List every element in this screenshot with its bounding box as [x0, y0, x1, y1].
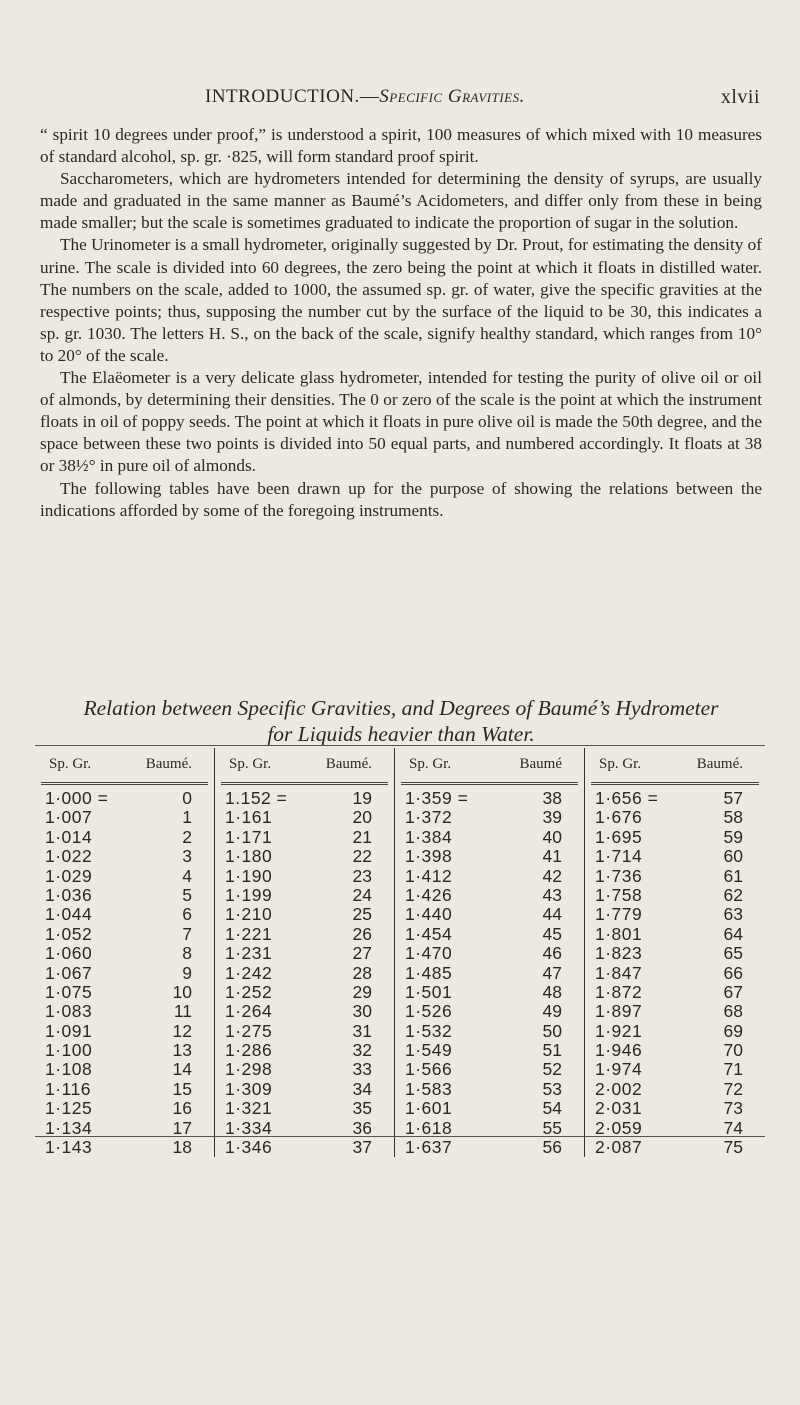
baume-degree-cell: 52 — [542, 1059, 562, 1080]
table-row — [35, 847, 214, 866]
specific-gravity-cell: 1·199 — [225, 884, 273, 905]
baume-degree-cell: 4 — [182, 865, 192, 886]
specific-gravity-cell: 1·583 — [405, 1078, 453, 1099]
specific-gravity-cell: 1·116 — [45, 1078, 91, 1099]
table-row — [585, 944, 765, 963]
baume-degree-cell: 70 — [723, 1040, 743, 1061]
header-baume: Baumé. — [145, 756, 192, 772]
baume-degree-cell: 63 — [723, 904, 743, 925]
caption-line-2: for Liquids heavier than Water. — [267, 722, 535, 746]
header-sp-gr: Sp. Gr. — [599, 756, 642, 772]
baume-degree-cell: 66 — [723, 962, 743, 983]
header-sp-gr: Sp. Gr. — [229, 756, 272, 772]
specific-gravity-cell: 1·298 — [225, 1059, 273, 1080]
specific-gravity-cell: 1·426 — [405, 884, 453, 905]
table-row — [35, 944, 214, 963]
table-row — [395, 964, 584, 983]
specific-gravity-cell: 1·758 — [595, 884, 643, 905]
table-row — [215, 828, 394, 847]
table-row — [395, 1041, 584, 1060]
specific-gravity-cell: 1·921 — [595, 1020, 643, 1041]
baume-degree-cell: 16 — [172, 1098, 192, 1119]
specific-gravity-cell: 1·676 — [595, 807, 643, 828]
baume-degree-cell: 30 — [352, 1001, 372, 1022]
specific-gravity-cell: 1·359 = — [405, 788, 469, 808]
specific-gravity-cell: 1·210 — [225, 904, 273, 925]
table-row — [395, 1002, 584, 1021]
specific-gravity-cell: 1·601 — [405, 1098, 453, 1119]
table-row — [35, 1060, 214, 1079]
specific-gravity-cell: 2·002 — [595, 1078, 643, 1099]
header-sp-gr: Sp. Gr. — [409, 756, 452, 772]
paragraph-proof-spirit: “ spirit 10 degrees under proof,” is understood a spirit, 100 measures of which mixed with 10 measures of standard alcohol, sp. gr. ·825, will form standard proof spirit. — [40, 125, 762, 167]
baume-degree-cell: 45 — [542, 923, 562, 944]
table-row — [395, 905, 584, 924]
table-row — [215, 1041, 394, 1060]
specific-gravity-cell: 1·736 — [595, 865, 643, 886]
table-row — [395, 1060, 584, 1079]
specific-gravity-cell: 1·801 — [595, 923, 643, 944]
baume-degree-cell: 7 — [182, 923, 192, 944]
baume-degree-cell: 41 — [542, 846, 562, 867]
table-row — [215, 983, 394, 1002]
specific-gravity-cell: 1·412 — [405, 865, 453, 886]
table-row — [585, 847, 765, 866]
table-row — [215, 1138, 394, 1157]
table-row — [585, 1080, 765, 1099]
table-row — [215, 964, 394, 983]
specific-gravity-cell: 1·108 — [45, 1059, 93, 1080]
specific-gravity-cell: 1·637 — [405, 1137, 453, 1158]
paragraph-urinometer: The Urinometer is a small hydrometer, originally suggested by Dr. Prout, for estimating the density of urine. The scale is divided into 60 degrees, the zero being the point at which it floats in distilled water. The numbers on the scale, added to 1000, the assumed sp. gr. of water, give the specific gravities at the respective points; thus, supposing the number cut by the surface of the liquid to be 30, this indicates a sp. gr. 1030. The letters H. S., on the back of the scale, signify healthy standard, which ranges from 10° to 20° of the scale. — [40, 235, 762, 365]
specific-gravity-cell: 1·264 — [225, 1001, 273, 1022]
baume-degree-cell: 12 — [172, 1020, 192, 1041]
specific-gravity-cell: 1·714 — [595, 846, 643, 867]
header-baume: Baumé — [519, 756, 562, 772]
column-header — [41, 756, 208, 785]
table-row — [585, 964, 765, 983]
paragraph-elaeometer: The Elaëometer is a very delicate glass hydrometer, intended for testing the purity of olive oil or oil of almonds, by determining their densities. The 0 or zero of the scale is the point at which the instrument floats in oil of poppy seeds. The point at which it floats in pure olive oil is made the 50th degree, and the space between these two points is divided into 50 equal parts, and numbered accordingly. It floats at 38 or 38½° in pure oil of almonds. — [40, 368, 762, 476]
baume-degree-cell: 18 — [172, 1137, 192, 1158]
specific-gravity-cell: 1·275 — [225, 1020, 273, 1041]
specific-gravity-cell: 1·532 — [405, 1020, 453, 1041]
baume-degree-cell: 39 — [542, 807, 562, 828]
table-row — [215, 1080, 394, 1099]
specific-gravity-cell: 1·346 — [225, 1137, 273, 1158]
table-row — [585, 1060, 765, 1079]
baume-degree-cell: 13 — [172, 1040, 192, 1061]
baume-degree-cell: 29 — [352, 981, 372, 1002]
column-rows — [35, 789, 214, 1157]
column-header — [221, 756, 388, 785]
baume-degree-cell: 31 — [352, 1020, 372, 1041]
table-row — [395, 828, 584, 847]
baume-degree-cell: 57 — [723, 788, 743, 808]
table-row — [35, 964, 214, 983]
table-row — [395, 1022, 584, 1041]
baume-degree-cell: 34 — [352, 1078, 372, 1099]
table-row — [215, 1002, 394, 1021]
table-row — [395, 1138, 584, 1157]
baume-degree-cell: 26 — [352, 923, 372, 944]
table-row — [35, 1080, 214, 1099]
baume-degree-cell: 35 — [352, 1098, 372, 1119]
specific-gravity-cell: 1·143 — [45, 1137, 93, 1158]
table-row — [35, 925, 214, 944]
running-header — [205, 86, 760, 109]
column-header — [591, 756, 759, 785]
specific-gravity-cell: 1·372 — [405, 807, 453, 828]
running-title-prefix: INTRODUCTION.— — [205, 86, 380, 107]
table-row — [35, 1138, 214, 1157]
table-row — [585, 905, 765, 924]
table-row — [215, 867, 394, 886]
baume-degree-cell: 65 — [723, 943, 743, 964]
specific-gravity-cell: 1·000 = — [45, 788, 109, 808]
table-row — [215, 925, 394, 944]
table-row — [35, 1022, 214, 1041]
table-row — [395, 1080, 584, 1099]
specific-gravity-cell: 1·083 — [45, 1001, 93, 1022]
baume-degree-cell: 55 — [542, 1117, 562, 1138]
specific-gravity-cell: 1·384 — [405, 826, 453, 847]
specific-gravity-cell: 1·007 — [45, 807, 93, 828]
paragraph-tables-intro: The following tables have been drawn up for the purpose of showing the relations between the indications afforded by some of the foregoing instruments. — [40, 478, 762, 520]
baume-degree-cell: 71 — [723, 1059, 743, 1080]
specific-gravity-cell: 2·031 — [595, 1098, 643, 1119]
caption-line-1: Relation between Specific Gravities, and Degrees of Baumé’s Hydrometer — [83, 696, 719, 720]
specific-gravity-cell: 1·052 — [45, 923, 93, 944]
running-title-italic: Specific Gravities. — [379, 86, 525, 107]
baume-degree-cell: 68 — [723, 1001, 743, 1022]
specific-gravity-cell: 1·125 — [45, 1098, 93, 1119]
table-top-rule — [35, 745, 765, 746]
baume-degree-cell: 25 — [352, 904, 372, 925]
baume-degree-cell: 1 — [182, 807, 192, 828]
baume-degree-cell: 38 — [542, 788, 562, 808]
table-row — [395, 944, 584, 963]
running-title — [205, 86, 525, 109]
specific-gravity-cell: 1·075 — [45, 981, 93, 1002]
table-row — [35, 828, 214, 847]
specific-gravity-cell: 1·067 — [45, 962, 93, 983]
specific-gravity-cell: 1·022 — [45, 846, 93, 867]
table-column-3 — [395, 748, 585, 1157]
baume-degree-cell: 33 — [352, 1059, 372, 1080]
baume-degree-cell: 74 — [723, 1117, 743, 1138]
header-baume: Baumé. — [696, 756, 743, 772]
table-row — [215, 1022, 394, 1041]
column-rows — [395, 789, 584, 1157]
specific-gravity-cell: 1·974 — [595, 1059, 643, 1080]
table-row — [395, 867, 584, 886]
baume-degree-cell: 9 — [182, 962, 192, 983]
specific-gravity-cell: 1·231 — [225, 943, 273, 964]
baume-degree-cell: 0 — [182, 788, 192, 808]
specific-gravity-cell: 1·044 — [45, 904, 93, 925]
baume-degree-cell: 22 — [352, 846, 372, 867]
specific-gravity-cell: 1·036 — [45, 884, 93, 905]
specific-gravity-cell: 1·134 — [45, 1117, 93, 1138]
baume-degree-cell: 46 — [542, 943, 562, 964]
baume-degree-cell: 8 — [182, 943, 192, 964]
specific-gravity-cell: 2·059 — [595, 1117, 643, 1138]
table-column-1 — [35, 748, 215, 1157]
table-row — [585, 983, 765, 1002]
specific-gravity-cell: 1·485 — [405, 962, 453, 983]
baume-degree-cell: 27 — [352, 943, 372, 964]
specific-gravity-cell: 1·014 — [45, 826, 93, 847]
table-row — [395, 925, 584, 944]
specific-gravity-cell: 1·161 — [225, 807, 273, 828]
baume-degree-cell: 43 — [542, 884, 562, 905]
baume-degree-cell: 21 — [352, 826, 372, 847]
baume-degree-cell: 69 — [723, 1020, 743, 1041]
table-row — [585, 1002, 765, 1021]
table-row — [35, 808, 214, 827]
specific-gravity-cell: 2·087 — [595, 1137, 643, 1158]
specific-gravity-cell: 1·321 — [225, 1098, 273, 1119]
specific-gravity-cell: 1·946 — [595, 1040, 643, 1061]
header-sp-gr: Sp. Gr. — [49, 756, 92, 772]
specific-gravity-cell: 1·847 — [595, 962, 643, 983]
table-row — [215, 808, 394, 827]
table-row — [35, 905, 214, 924]
table-row — [395, 983, 584, 1002]
specific-gravity-cell: 1·286 — [225, 1040, 273, 1061]
baume-degree-cell: 56 — [542, 1137, 562, 1158]
specific-gravity-cell: 1·549 — [405, 1040, 453, 1061]
specific-gravity-cell: 1·872 — [595, 981, 643, 1002]
specific-gravity-cell: 1·823 — [595, 943, 643, 964]
table-row — [585, 925, 765, 944]
table-row — [35, 983, 214, 1002]
specific-gravity-cell: 1·100 — [45, 1040, 93, 1061]
table-row — [395, 847, 584, 866]
specific-gravity-cell: 1·190 — [225, 865, 273, 886]
specific-gravity-cell: 1·309 — [225, 1078, 273, 1099]
table-column-4 — [585, 748, 765, 1157]
baume-degree-cell: 61 — [723, 865, 743, 886]
baume-degree-cell: 14 — [172, 1059, 192, 1080]
table-row — [35, 886, 214, 905]
baume-degree-cell: 5 — [182, 884, 192, 905]
specific-gravity-cell: 1·334 — [225, 1117, 273, 1138]
column-rows — [215, 789, 394, 1157]
baume-degree-cell: 28 — [352, 962, 372, 983]
baume-degree-cell: 64 — [723, 923, 743, 944]
specific-gravity-cell: 1·440 — [405, 904, 453, 925]
table-column-2 — [215, 748, 395, 1157]
specific-gravity-cell: 1·091 — [45, 1020, 93, 1041]
baume-degree-cell: 15 — [172, 1078, 192, 1099]
table-row — [585, 1138, 765, 1157]
specific-gravity-cell: 1·398 — [405, 846, 453, 867]
table-row — [585, 1099, 765, 1118]
table-bottom-rule — [35, 1136, 765, 1137]
table-row — [395, 1099, 584, 1118]
specific-gravity-cell: 1·171 — [225, 826, 273, 847]
table-row — [215, 886, 394, 905]
specific-gravity-cell: 1.152 = — [225, 788, 288, 808]
specific-gravity-cell: 1·242 — [225, 962, 273, 983]
specific-gravity-cell: 1·501 — [405, 981, 453, 1002]
specific-gravity-cell: 1·526 — [405, 1001, 453, 1022]
baume-degree-cell: 47 — [542, 962, 562, 983]
header-baume: Baumé. — [325, 756, 372, 772]
baume-degree-cell: 40 — [542, 826, 562, 847]
baume-degree-cell: 72 — [723, 1078, 743, 1099]
page-number: xlvii — [720, 86, 760, 108]
baume-degree-cell: 2 — [182, 826, 192, 847]
specific-gravity-cell: 1·779 — [595, 904, 643, 925]
specific-gravity-cell: 1·618 — [405, 1117, 453, 1138]
paragraph-saccharometers: Saccharometers, which are hydrometers intended for determining the density of syrups, are usually made and graduated in the same manner as Baumé’s Acidometers, and differ only from these in being made smaller; but the scale is sometimes graduated to indicate the proportion of sugar in the solution. — [40, 169, 762, 233]
baume-degree-cell: 58 — [723, 807, 743, 828]
table-row — [395, 789, 584, 808]
baume-degree-cell: 50 — [542, 1020, 562, 1041]
baume-degree-cell: 11 — [173, 1001, 192, 1022]
baume-degree-cell: 73 — [723, 1098, 743, 1119]
baume-degree-cell: 3 — [182, 846, 192, 867]
baume-degree-cell: 75 — [723, 1137, 743, 1158]
specific-gravity-cell: 1·566 — [405, 1059, 453, 1080]
table-row — [215, 789, 394, 808]
baume-degree-cell: 62 — [723, 884, 743, 905]
table-row — [215, 905, 394, 924]
specific-gravity-cell: 1·221 — [225, 923, 273, 944]
baume-degree-cell: 54 — [542, 1098, 562, 1119]
table-row — [585, 1022, 765, 1041]
baume-degree-cell: 37 — [352, 1137, 372, 1158]
baume-degree-cell: 32 — [352, 1040, 372, 1061]
table-row — [215, 944, 394, 963]
table-row — [585, 886, 765, 905]
table-row — [215, 847, 394, 866]
table-caption — [40, 695, 762, 747]
specific-gravity-cell: 1·060 — [45, 943, 93, 964]
baume-degree-cell: 48 — [542, 981, 562, 1002]
column-rows — [585, 789, 765, 1157]
specific-gravity-cell: 1·470 — [405, 943, 453, 964]
baume-degree-cell: 49 — [542, 1001, 562, 1022]
baume-degree-cell: 42 — [542, 865, 562, 886]
baume-degree-cell: 36 — [352, 1117, 372, 1138]
table-row — [585, 828, 765, 847]
baume-degree-cell: 60 — [723, 846, 743, 867]
baume-degree-cell: 10 — [172, 981, 192, 1002]
table-row — [35, 867, 214, 886]
baume-degree-cell: 67 — [723, 981, 743, 1002]
specific-gravity-cell: 1·454 — [405, 923, 453, 944]
column-header — [401, 756, 578, 785]
baume-degree-cell: 59 — [723, 826, 743, 847]
table-row — [35, 1041, 214, 1060]
table-row — [585, 789, 765, 808]
specific-gravity-cell: 1·897 — [595, 1001, 643, 1022]
specific-gravity-cell: 1·656 = — [595, 788, 659, 808]
specific-gravity-cell: 1·180 — [225, 846, 273, 867]
baume-degree-cell: 23 — [352, 865, 372, 886]
body-text — [40, 124, 762, 522]
baume-degree-cell: 19 — [352, 788, 372, 808]
table-row — [35, 1099, 214, 1118]
table-row — [395, 808, 584, 827]
baume-degree-cell: 20 — [352, 807, 372, 828]
table-row — [35, 789, 214, 808]
baume-degree-cell: 17 — [172, 1117, 192, 1138]
specific-gravity-cell: 1·695 — [595, 826, 643, 847]
specific-gravity-cell: 1·029 — [45, 865, 93, 886]
table-row — [395, 886, 584, 905]
table-row — [35, 1002, 214, 1021]
baume-degree-cell: 51 — [542, 1040, 562, 1061]
baume-degree-cell: 24 — [352, 884, 372, 905]
table-row — [585, 808, 765, 827]
table-row — [215, 1060, 394, 1079]
baume-degree-cell: 53 — [542, 1078, 562, 1099]
table-row — [215, 1099, 394, 1118]
table-row — [585, 867, 765, 886]
table-row — [585, 1041, 765, 1060]
specific-gravity-cell: 1·252 — [225, 981, 273, 1002]
baume-degree-cell: 44 — [542, 904, 562, 925]
gravity-table — [35, 748, 765, 1157]
baume-degree-cell: 6 — [182, 904, 192, 925]
